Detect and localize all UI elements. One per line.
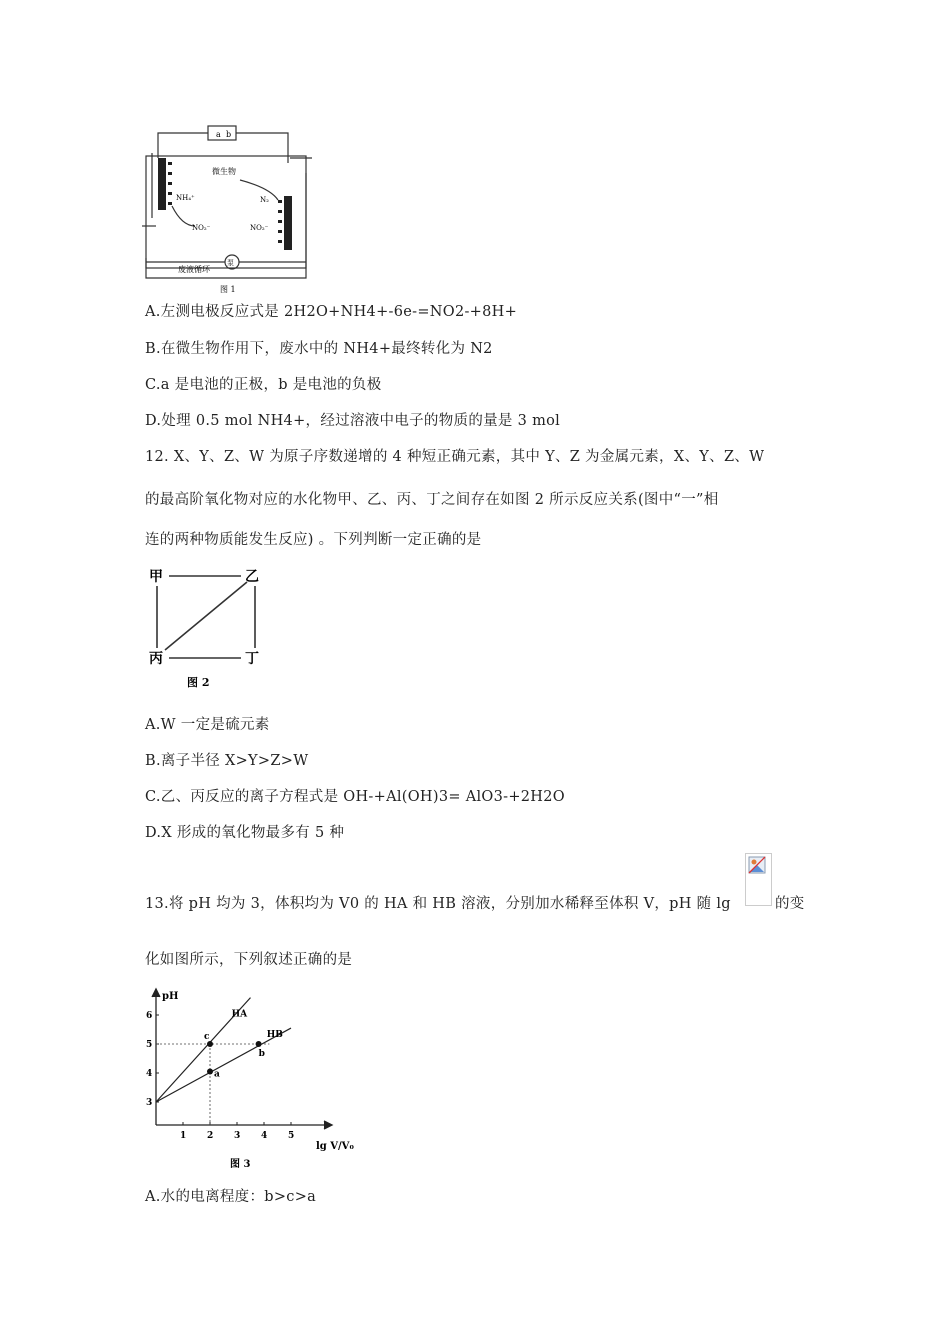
switch-label-b: b [226, 130, 232, 139]
pump-label: 泵 [227, 259, 234, 267]
figure-3-caption: 图 3 [230, 1159, 251, 1170]
q13-stem-line1-part2: 的变 [775, 896, 805, 912]
y-tick-label: 6 [146, 1011, 153, 1021]
figure-2-reaction-diagram [145, 562, 275, 692]
no2-left-label: NO₂⁻ [192, 224, 211, 232]
series-label-hb: HB [266, 1029, 283, 1040]
q12-option-b: B.离子半径 X>Y>Z>W [145, 753, 309, 769]
point-label-c: c [204, 1032, 210, 1042]
x-tick-label: 5 [288, 1131, 295, 1141]
figure-1-caption: 图 1 [220, 285, 236, 294]
node-ding: 丁 [245, 651, 259, 667]
q11-option-d: D.处理 0.5 mol NH4+，经过溶液中电子的物质的量是 3 mol [145, 413, 561, 429]
figure-1-cell-diagram [140, 118, 320, 298]
point-label-a: a [214, 1069, 220, 1080]
q12-option-a: A.W 一定是硫元素 [145, 717, 270, 733]
series-label-ha: HA [231, 1009, 248, 1020]
y-axis-label: pH [162, 991, 179, 1002]
nh4-label: NH₄⁺ [176, 194, 195, 202]
figure-2-caption: 图 2 [187, 676, 210, 689]
waste-loop-label: 废液循环 [178, 265, 210, 274]
y-tick-label: 5 [146, 1040, 153, 1050]
microbe-label: 微生物 [212, 167, 236, 176]
q12-stem-line2: 的最高阶氧化物对应的水化物甲、乙、丙、丁之间存在如图 2 所示反应关系(图中“一”相 [145, 492, 719, 508]
x-tick-label: 2 [207, 1131, 214, 1141]
no2-right-label: NO₂⁻ [250, 224, 269, 232]
n2-label: N₂ [260, 196, 269, 204]
broken-image-icon [745, 853, 772, 906]
point-b [256, 1041, 262, 1047]
q11-option-a: A.左测电极反应式是 2H2O+NH4+-6e-=NO2-+8H+ [145, 304, 518, 320]
node-bing: 丙 [149, 651, 163, 667]
q12-option-c: C.乙、丙反应的离子方程式是 OH-+Al(OH)3= AlO3-+2H2O [145, 789, 565, 805]
y-tick-label: 4 [146, 1069, 153, 1079]
q13-option-a: A.水的电离程度：b>c>a [145, 1189, 317, 1205]
x-axis-label: lg V/V₀ [316, 1141, 354, 1152]
q13-stem-line1-part1: 13.将 pH 均为 3，体积均为 V0 的 HA 和 HB 溶液，分别加水稀释至体积 V，pH 随 lg [145, 896, 731, 912]
q11-option-b: B.在微生物作用下，废水中的 NH4+最终转化为 N2 [145, 341, 493, 357]
point-label-b: b [258, 1049, 265, 1059]
point-a [207, 1069, 213, 1075]
q12-stem-line3: 连的两种物质能发生反应) 。下列判断一定正确的是 [145, 532, 482, 548]
figure-3-chart [140, 985, 360, 1175]
q11-option-c: C.a 是电池的正极，b 是电池的负极 [145, 377, 382, 393]
q12-option-d: D.X 形成的氧化物最多有 5 种 [145, 825, 345, 841]
x-tick-label: 3 [234, 1131, 241, 1141]
node-jia: 甲 [149, 569, 163, 585]
node-yi: 乙 [245, 569, 259, 585]
q12-stem-line1: 12. X、Y、Z、W 为原子序数递增的 4 种短正确元素，其中 Y、Z 为金属元素，X、Y、Z、W [145, 449, 765, 465]
q13-stem-line2: 化如图所示，下列叙述正确的是 [145, 952, 353, 968]
x-tick-label: 1 [180, 1131, 187, 1141]
y-tick-label: 3 [146, 1098, 153, 1108]
switch-label-a: a [216, 130, 221, 139]
x-tick-label: 4 [261, 1131, 268, 1141]
